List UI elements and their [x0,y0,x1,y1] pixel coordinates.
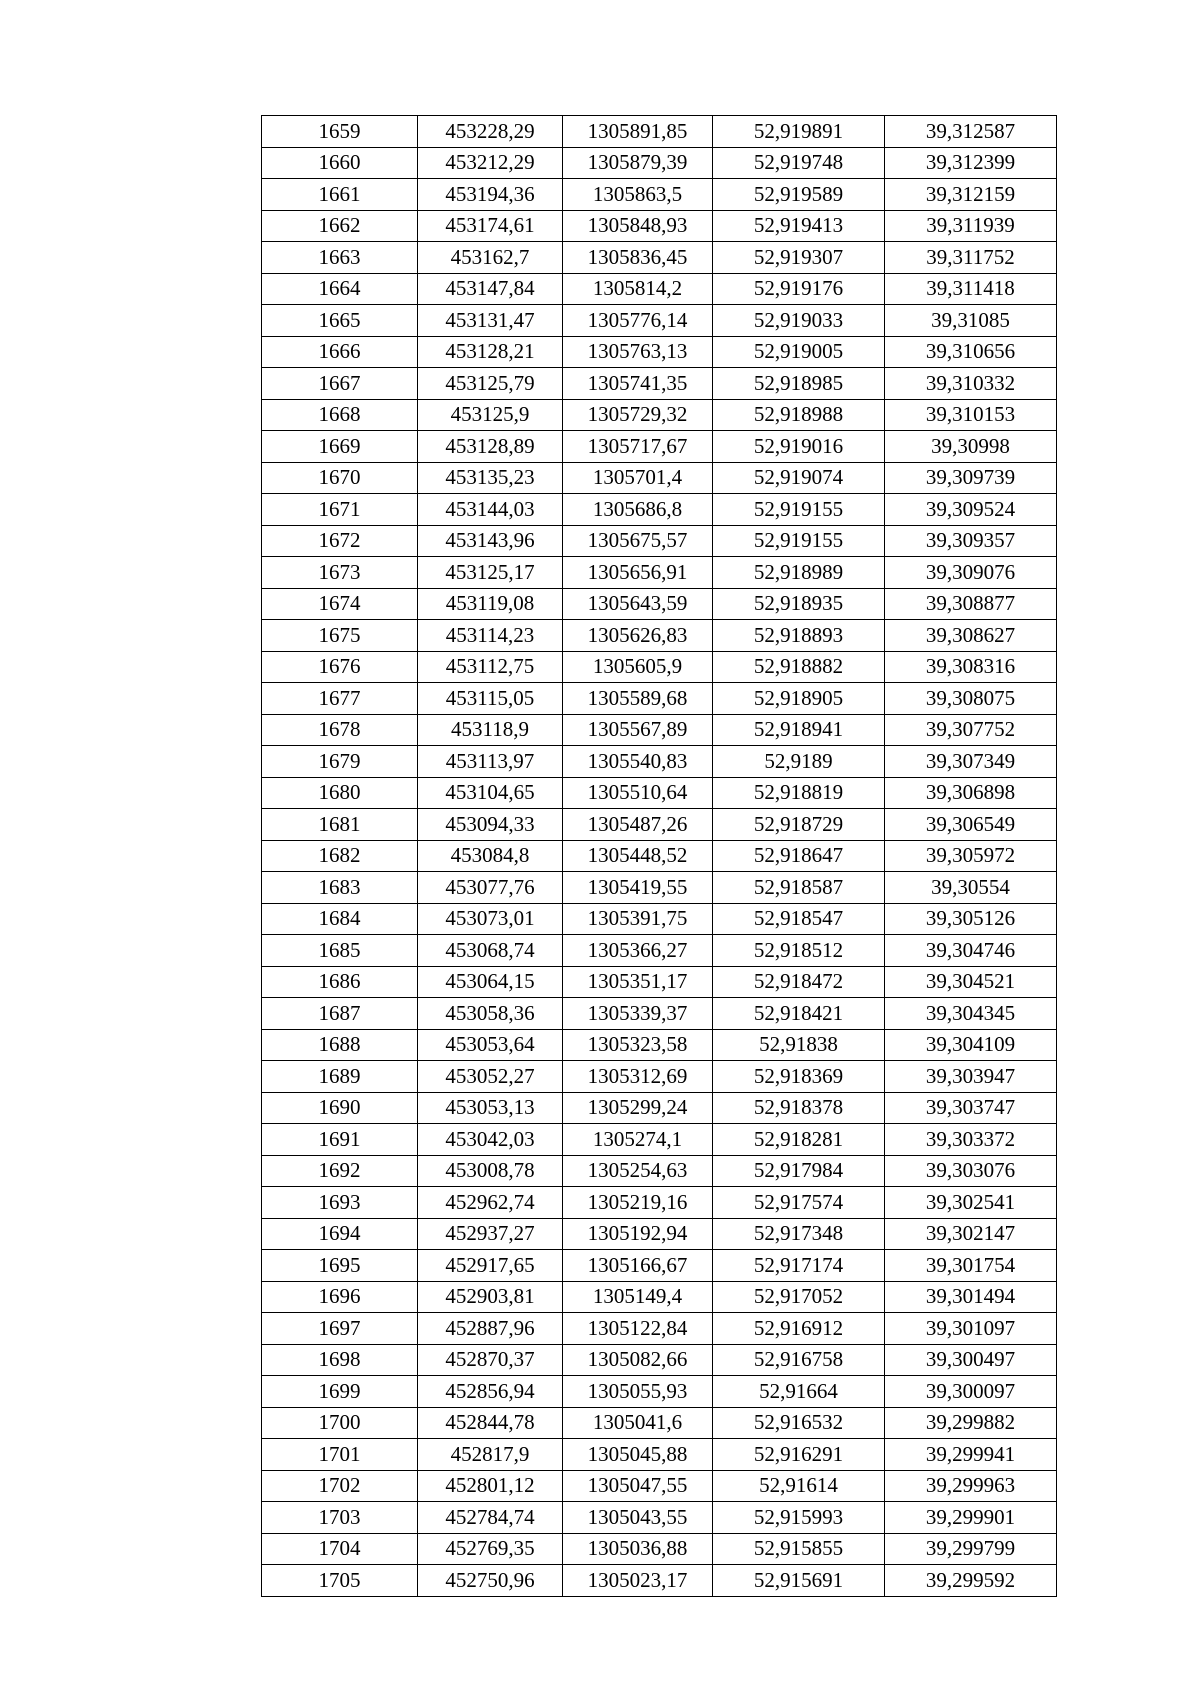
y-coordinate-cell: 1305036,88 [563,1533,713,1565]
longitude-cell: 39,301097 [885,1313,1057,1345]
longitude-cell: 39,308627 [885,620,1057,652]
x-coordinate-cell: 453147,84 [418,273,563,305]
point-number-cell: 1682 [262,840,418,872]
point-number-cell: 1705 [262,1565,418,1597]
point-number-cell: 1684 [262,903,418,935]
table-row [262,336,1057,368]
x-coordinate-cell: 453125,17 [418,557,563,589]
latitude-cell: 52,918988 [713,399,885,431]
x-coordinate-cell: 453143,96 [418,525,563,557]
latitude-cell: 52,915691 [713,1565,885,1597]
longitude-cell: 39,304109 [885,1029,1057,1061]
table-row [262,525,1057,557]
latitude-cell: 52,918421 [713,998,885,1030]
table-row [262,1250,1057,1282]
table-row [262,683,1057,715]
x-coordinate-cell: 453128,21 [418,336,563,368]
table-row [262,1439,1057,1471]
x-coordinate-cell: 453053,13 [418,1092,563,1124]
x-coordinate-cell: 452750,96 [418,1565,563,1597]
longitude-cell: 39,31085 [885,305,1057,337]
x-coordinate-cell: 453113,97 [418,746,563,778]
longitude-cell: 39,299882 [885,1407,1057,1439]
longitude-cell: 39,312159 [885,179,1057,211]
x-coordinate-cell: 452917,65 [418,1250,563,1282]
latitude-cell: 52,918905 [713,683,885,715]
table-row [262,494,1057,526]
table-row [262,210,1057,242]
point-number-cell: 1685 [262,935,418,967]
longitude-cell: 39,301494 [885,1281,1057,1313]
point-number-cell: 1692 [262,1155,418,1187]
y-coordinate-cell: 1305729,32 [563,399,713,431]
latitude-cell: 52,919005 [713,336,885,368]
table-row [262,273,1057,305]
point-number-cell: 1689 [262,1061,418,1093]
point-number-cell: 1659 [262,116,418,148]
x-coordinate-cell: 452903,81 [418,1281,563,1313]
longitude-cell: 39,299592 [885,1565,1057,1597]
latitude-cell: 52,919155 [713,494,885,526]
latitude-cell: 52,916758 [713,1344,885,1376]
latitude-cell: 52,918472 [713,966,885,998]
table-row [262,651,1057,683]
point-number-cell: 1668 [262,399,418,431]
latitude-cell: 52,919033 [713,305,885,337]
point-number-cell: 1673 [262,557,418,589]
point-number-cell: 1703 [262,1502,418,1534]
x-coordinate-cell: 453052,27 [418,1061,563,1093]
latitude-cell: 52,919413 [713,210,885,242]
longitude-cell: 39,303947 [885,1061,1057,1093]
longitude-cell: 39,310656 [885,336,1057,368]
table-row [262,1533,1057,1565]
x-coordinate-cell: 453144,03 [418,494,563,526]
x-coordinate-cell: 453131,47 [418,305,563,337]
longitude-cell: 39,30554 [885,872,1057,904]
longitude-cell: 39,303076 [885,1155,1057,1187]
point-number-cell: 1686 [262,966,418,998]
table-row [262,1029,1057,1061]
point-number-cell: 1666 [262,336,418,368]
table-row [262,1502,1057,1534]
y-coordinate-cell: 1305082,66 [563,1344,713,1376]
longitude-cell: 39,306898 [885,777,1057,809]
point-number-cell: 1697 [262,1313,418,1345]
y-coordinate-cell: 1305863,5 [563,179,713,211]
longitude-cell: 39,304345 [885,998,1057,1030]
table-row [262,809,1057,841]
y-coordinate-cell: 1305047,55 [563,1470,713,1502]
x-coordinate-cell: 452962,74 [418,1187,563,1219]
table-row [262,1155,1057,1187]
point-number-cell: 1663 [262,242,418,274]
latitude-cell: 52,9189 [713,746,885,778]
latitude-cell: 52,916912 [713,1313,885,1345]
point-number-cell: 1672 [262,525,418,557]
y-coordinate-cell: 1305675,57 [563,525,713,557]
table-row [262,399,1057,431]
y-coordinate-cell: 1305323,58 [563,1029,713,1061]
table-row [262,588,1057,620]
table-row [262,1470,1057,1502]
x-coordinate-cell: 453125,79 [418,368,563,400]
latitude-cell: 52,917984 [713,1155,885,1187]
longitude-cell: 39,309357 [885,525,1057,557]
x-coordinate-cell: 453228,29 [418,116,563,148]
y-coordinate-cell: 1305626,83 [563,620,713,652]
latitude-cell: 52,916532 [713,1407,885,1439]
table-row [262,714,1057,746]
latitude-cell: 52,917052 [713,1281,885,1313]
latitude-cell: 52,918547 [713,903,885,935]
table-row [262,1061,1057,1093]
point-number-cell: 1665 [262,305,418,337]
longitude-cell: 39,308316 [885,651,1057,683]
longitude-cell: 39,302541 [885,1187,1057,1219]
longitude-cell: 39,305126 [885,903,1057,935]
x-coordinate-cell: 452769,35 [418,1533,563,1565]
latitude-cell: 52,919891 [713,116,885,148]
x-coordinate-cell: 452870,37 [418,1344,563,1376]
latitude-cell: 52,918941 [713,714,885,746]
x-coordinate-cell: 453064,15 [418,966,563,998]
longitude-cell: 39,305972 [885,840,1057,872]
table-row [262,777,1057,809]
latitude-cell: 52,918281 [713,1124,885,1156]
latitude-cell: 52,919176 [713,273,885,305]
table-row [262,242,1057,274]
x-coordinate-cell: 453174,61 [418,210,563,242]
longitude-cell: 39,308075 [885,683,1057,715]
table-row [262,1218,1057,1250]
point-number-cell: 1693 [262,1187,418,1219]
x-coordinate-cell: 452801,12 [418,1470,563,1502]
table-row [262,368,1057,400]
table-row [262,935,1057,967]
y-coordinate-cell: 1305589,68 [563,683,713,715]
latitude-cell: 52,917574 [713,1187,885,1219]
y-coordinate-cell: 1305391,75 [563,903,713,935]
longitude-cell: 39,30998 [885,431,1057,463]
point-number-cell: 1670 [262,462,418,494]
coordinates-table-body [262,116,1057,1597]
table-row [262,305,1057,337]
latitude-cell: 52,916291 [713,1439,885,1471]
longitude-cell: 39,299799 [885,1533,1057,1565]
table-row [262,179,1057,211]
latitude-cell: 52,918378 [713,1092,885,1124]
x-coordinate-cell: 452887,96 [418,1313,563,1345]
y-coordinate-cell: 1305122,84 [563,1313,713,1345]
point-number-cell: 1678 [262,714,418,746]
x-coordinate-cell: 453008,78 [418,1155,563,1187]
latitude-cell: 52,918512 [713,935,885,967]
longitude-cell: 39,299941 [885,1439,1057,1471]
x-coordinate-cell: 452844,78 [418,1407,563,1439]
y-coordinate-cell: 1305567,89 [563,714,713,746]
longitude-cell: 39,301754 [885,1250,1057,1282]
point-number-cell: 1664 [262,273,418,305]
latitude-cell: 52,917348 [713,1218,885,1250]
latitude-cell: 52,918587 [713,872,885,904]
y-coordinate-cell: 1305643,59 [563,588,713,620]
y-coordinate-cell: 1305274,1 [563,1124,713,1156]
longitude-cell: 39,299963 [885,1470,1057,1502]
y-coordinate-cell: 1305043,55 [563,1502,713,1534]
longitude-cell: 39,307349 [885,746,1057,778]
y-coordinate-cell: 1305879,39 [563,147,713,179]
latitude-cell: 52,915993 [713,1502,885,1534]
x-coordinate-cell: 452937,27 [418,1218,563,1250]
table-row [262,1565,1057,1597]
y-coordinate-cell: 1305312,69 [563,1061,713,1093]
point-number-cell: 1687 [262,998,418,1030]
point-number-cell: 1695 [262,1250,418,1282]
longitude-cell: 39,312587 [885,116,1057,148]
y-coordinate-cell: 1305741,35 [563,368,713,400]
x-coordinate-cell: 453115,05 [418,683,563,715]
latitude-cell: 52,919307 [713,242,885,274]
table-row [262,147,1057,179]
latitude-cell: 52,919155 [713,525,885,557]
point-number-cell: 1691 [262,1124,418,1156]
y-coordinate-cell: 1305717,67 [563,431,713,463]
latitude-cell: 52,91614 [713,1470,885,1502]
y-coordinate-cell: 1305776,14 [563,305,713,337]
y-coordinate-cell: 1305448,52 [563,840,713,872]
point-number-cell: 1681 [262,809,418,841]
x-coordinate-cell: 453125,9 [418,399,563,431]
latitude-cell: 52,918882 [713,651,885,683]
table-row [262,1344,1057,1376]
table-row [262,462,1057,494]
longitude-cell: 39,300497 [885,1344,1057,1376]
point-number-cell: 1669 [262,431,418,463]
y-coordinate-cell: 1305351,17 [563,966,713,998]
point-number-cell: 1671 [262,494,418,526]
longitude-cell: 39,309076 [885,557,1057,589]
latitude-cell: 52,918985 [713,368,885,400]
longitude-cell: 39,302147 [885,1218,1057,1250]
y-coordinate-cell: 1305605,9 [563,651,713,683]
longitude-cell: 39,311939 [885,210,1057,242]
y-coordinate-cell: 1305339,37 [563,998,713,1030]
y-coordinate-cell: 1305656,91 [563,557,713,589]
table-row [262,1407,1057,1439]
longitude-cell: 39,303747 [885,1092,1057,1124]
longitude-cell: 39,306549 [885,809,1057,841]
x-coordinate-cell: 453114,23 [418,620,563,652]
x-coordinate-cell: 452817,9 [418,1439,563,1471]
y-coordinate-cell: 1305848,93 [563,210,713,242]
x-coordinate-cell: 453118,9 [418,714,563,746]
longitude-cell: 39,310153 [885,399,1057,431]
latitude-cell: 52,919748 [713,147,885,179]
table-row [262,1092,1057,1124]
x-coordinate-cell: 453128,89 [418,431,563,463]
table-row [262,1187,1057,1219]
point-number-cell: 1683 [262,872,418,904]
y-coordinate-cell: 1305836,45 [563,242,713,274]
point-number-cell: 1688 [262,1029,418,1061]
point-number-cell: 1675 [262,620,418,652]
longitude-cell: 39,308877 [885,588,1057,620]
y-coordinate-cell: 1305891,85 [563,116,713,148]
longitude-cell: 39,304746 [885,935,1057,967]
y-coordinate-cell: 1305814,2 [563,273,713,305]
x-coordinate-cell: 453077,76 [418,872,563,904]
point-number-cell: 1701 [262,1439,418,1471]
x-coordinate-cell: 453053,64 [418,1029,563,1061]
latitude-cell: 52,917174 [713,1250,885,1282]
latitude-cell: 52,918647 [713,840,885,872]
latitude-cell: 52,91664 [713,1376,885,1408]
x-coordinate-cell: 453212,29 [418,147,563,179]
x-coordinate-cell: 453084,8 [418,840,563,872]
latitude-cell: 52,91838 [713,1029,885,1061]
y-coordinate-cell: 1305540,83 [563,746,713,778]
latitude-cell: 52,918989 [713,557,885,589]
latitude-cell: 52,919016 [713,431,885,463]
y-coordinate-cell: 1305192,94 [563,1218,713,1250]
table-row [262,966,1057,998]
longitude-cell: 39,307752 [885,714,1057,746]
latitude-cell: 52,919589 [713,179,885,211]
longitude-cell: 39,304521 [885,966,1057,998]
x-coordinate-cell: 453112,75 [418,651,563,683]
table-row [262,116,1057,148]
table-row [262,1376,1057,1408]
table-row [262,840,1057,872]
x-coordinate-cell: 452856,94 [418,1376,563,1408]
longitude-cell: 39,300097 [885,1376,1057,1408]
longitude-cell: 39,299901 [885,1502,1057,1534]
latitude-cell: 52,918935 [713,588,885,620]
latitude-cell: 52,918729 [713,809,885,841]
x-coordinate-cell: 453194,36 [418,179,563,211]
point-number-cell: 1660 [262,147,418,179]
x-coordinate-cell: 452784,74 [418,1502,563,1534]
point-number-cell: 1662 [262,210,418,242]
x-coordinate-cell: 453119,08 [418,588,563,620]
longitude-cell: 39,303372 [885,1124,1057,1156]
y-coordinate-cell: 1305055,93 [563,1376,713,1408]
y-coordinate-cell: 1305487,26 [563,809,713,841]
point-number-cell: 1699 [262,1376,418,1408]
point-number-cell: 1680 [262,777,418,809]
point-number-cell: 1679 [262,746,418,778]
table-row [262,1124,1057,1156]
y-coordinate-cell: 1305166,67 [563,1250,713,1282]
x-coordinate-cell: 453094,33 [418,809,563,841]
x-coordinate-cell: 453042,03 [418,1124,563,1156]
coordinates-table [261,115,1057,1597]
point-number-cell: 1667 [262,368,418,400]
latitude-cell: 52,918369 [713,1061,885,1093]
y-coordinate-cell: 1305701,4 [563,462,713,494]
longitude-cell: 39,311752 [885,242,1057,274]
x-coordinate-cell: 453058,36 [418,998,563,1030]
longitude-cell: 39,309739 [885,462,1057,494]
y-coordinate-cell: 1305254,63 [563,1155,713,1187]
latitude-cell: 52,915855 [713,1533,885,1565]
latitude-cell: 52,918893 [713,620,885,652]
y-coordinate-cell: 1305686,8 [563,494,713,526]
table-row [262,1313,1057,1345]
point-number-cell: 1676 [262,651,418,683]
point-number-cell: 1694 [262,1218,418,1250]
point-number-cell: 1661 [262,179,418,211]
table-row [262,872,1057,904]
y-coordinate-cell: 1305299,24 [563,1092,713,1124]
longitude-cell: 39,310332 [885,368,1057,400]
point-number-cell: 1698 [262,1344,418,1376]
y-coordinate-cell: 1305219,16 [563,1187,713,1219]
y-coordinate-cell: 1305045,88 [563,1439,713,1471]
latitude-cell: 52,918819 [713,777,885,809]
x-coordinate-cell: 453073,01 [418,903,563,935]
point-number-cell: 1702 [262,1470,418,1502]
x-coordinate-cell: 453068,74 [418,935,563,967]
y-coordinate-cell: 1305419,55 [563,872,713,904]
longitude-cell: 39,311418 [885,273,1057,305]
point-number-cell: 1700 [262,1407,418,1439]
y-coordinate-cell: 1305366,27 [563,935,713,967]
table-row [262,431,1057,463]
y-coordinate-cell: 1305023,17 [563,1565,713,1597]
y-coordinate-cell: 1305041,6 [563,1407,713,1439]
table-row [262,746,1057,778]
y-coordinate-cell: 1305149,4 [563,1281,713,1313]
table-row [262,903,1057,935]
point-number-cell: 1677 [262,683,418,715]
x-coordinate-cell: 453104,65 [418,777,563,809]
table-row [262,620,1057,652]
x-coordinate-cell: 453135,23 [418,462,563,494]
table-row [262,557,1057,589]
latitude-cell: 52,919074 [713,462,885,494]
table-row [262,998,1057,1030]
x-coordinate-cell: 453162,7 [418,242,563,274]
point-number-cell: 1674 [262,588,418,620]
y-coordinate-cell: 1305763,13 [563,336,713,368]
y-coordinate-cell: 1305510,64 [563,777,713,809]
longitude-cell: 39,312399 [885,147,1057,179]
longitude-cell: 39,309524 [885,494,1057,526]
table-row [262,1281,1057,1313]
point-number-cell: 1704 [262,1533,418,1565]
point-number-cell: 1690 [262,1092,418,1124]
point-number-cell: 1696 [262,1281,418,1313]
